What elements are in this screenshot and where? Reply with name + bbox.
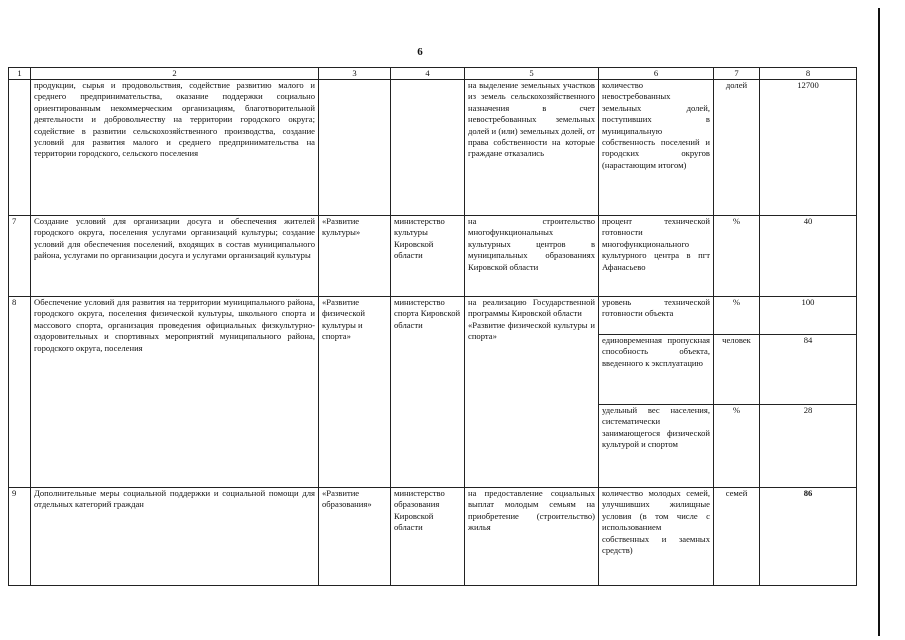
responsible-ministry: министерство спорта Кировской области (391, 297, 465, 488)
table-row-8 (9, 297, 857, 335)
subsidy-purpose: на выделение земельных участков из земель сельскохозяйственного назначения в счет невостребованных земельных долей и (или) земельных долей, от права собственности на которые граждане отказались (465, 80, 599, 216)
header-col-8: 8 (760, 68, 857, 80)
authority-description: Создание условий для организации досуга и обеспечения жителей городского округа, поселения услугами организаций культуры; создание условий для обеспечения поселений, входящих в состав муниципального района, услугами по организации досуга и услугами организаций культуры (31, 216, 319, 297)
program-name: «Развитие образования» (319, 488, 391, 586)
indicator-value: 12700 (760, 80, 857, 216)
header-col-4: 4 (391, 68, 465, 80)
row-number: 8 (9, 297, 31, 488)
header-col-1: 1 (9, 68, 31, 80)
program-name: «Развитие физической культуры и спорта» (319, 297, 391, 488)
indicator-name: процент технической готовности многофункционального культурного центра в пгт Афанасьево (599, 216, 714, 297)
header-col-5: 5 (465, 68, 599, 80)
indicator-unit: человек (714, 335, 760, 405)
subsidy-purpose (465, 297, 599, 488)
indicator-value: 84 (760, 335, 857, 405)
authority-description: Дополнительные меры социальной поддержки и социальной помощи для отдельных категорий граждан (31, 488, 319, 586)
row-number: 9 (9, 488, 31, 586)
indicator-unit: % (714, 216, 760, 297)
header-col-3: 3 (319, 68, 391, 80)
page-number: 6 (417, 46, 423, 58)
header-col-6: 6 (599, 68, 714, 80)
header-col-7: 7 (714, 68, 760, 80)
indicator-value: 100 (760, 297, 857, 335)
responsible-ministry: министерство образования Кировской области (391, 488, 465, 586)
indicator-unit: % (714, 405, 760, 488)
indicator-unit: % (714, 297, 760, 335)
indicator-unit: долей (714, 80, 760, 216)
responsible-ministry (391, 80, 465, 216)
subsidy-purpose-line: на реализацию Государственной программы Кировской области (468, 297, 595, 319)
program-name: «Развитие культуры» (319, 216, 391, 297)
indicator-name: количество невостребованных земельных долей, поступивших в муниципальную собственность поселений и городских округов (нарастающим итогом) (599, 80, 714, 216)
authority-description: Обеспечение условий для развития на территории муниципального района, городского округа, поселения физической культуры, школьного спорта и массового спорта, организация проведения официальных физкультурно-оздоровительных и спортивных мероприятий муниципального района, городского округа, поселения (31, 297, 319, 488)
table-row-7 (9, 216, 857, 297)
authority-description: продукции, сырья и продовольствия, содействие развитию малого и среднего предпринимательства, оказание поддержки социально ориентированным некоммерческим организациям, благотворительной деятельности и добровольчеству на территории городского округа; содействие в развитии сельскохозяйственного производства, создание условий для развития малого и среднего предпринимательства на территории городского, сельского поселения (31, 80, 319, 216)
indicator-unit: семей (714, 488, 760, 586)
header-row (9, 68, 857, 80)
indicator-value: 40 (760, 216, 857, 297)
table-row-continued (9, 80, 857, 216)
indicator-name: количество молодых семей, улучшивших жилищные условия (в том числе с использованием собственных и заемных средств) (599, 488, 714, 586)
responsible-ministry: министерство культуры Кировской области (391, 216, 465, 297)
header-col-2: 2 (31, 68, 319, 80)
subsidy-purpose-program: «Развитие физической культуры и спорта» (468, 319, 595, 342)
subsidy-purpose: на предоставление социальных выплат молодым семьям на приобретение (строительство) жилья (465, 488, 599, 586)
indicator-name: уровень технической готовности объекта (599, 297, 714, 335)
indicator-value: 86 (760, 488, 857, 586)
scan-edge-line (878, 8, 880, 636)
row-number: 7 (9, 216, 31, 297)
indicator-value: 28 (760, 405, 857, 488)
indicator-name: удельный вес населения, систематически занимающегося физической культурой и спортом (599, 405, 714, 488)
table-row-9 (9, 488, 857, 586)
indicator-name: единовременная пропускная способность объекта, введенного к эксплуатацию (599, 335, 714, 405)
program-table (8, 67, 857, 586)
row-number (9, 80, 31, 216)
program-name (319, 80, 391, 216)
subsidy-purpose: на строительство многофункциональных культурных центров в муниципальных образованиях Кировской области (465, 216, 599, 297)
